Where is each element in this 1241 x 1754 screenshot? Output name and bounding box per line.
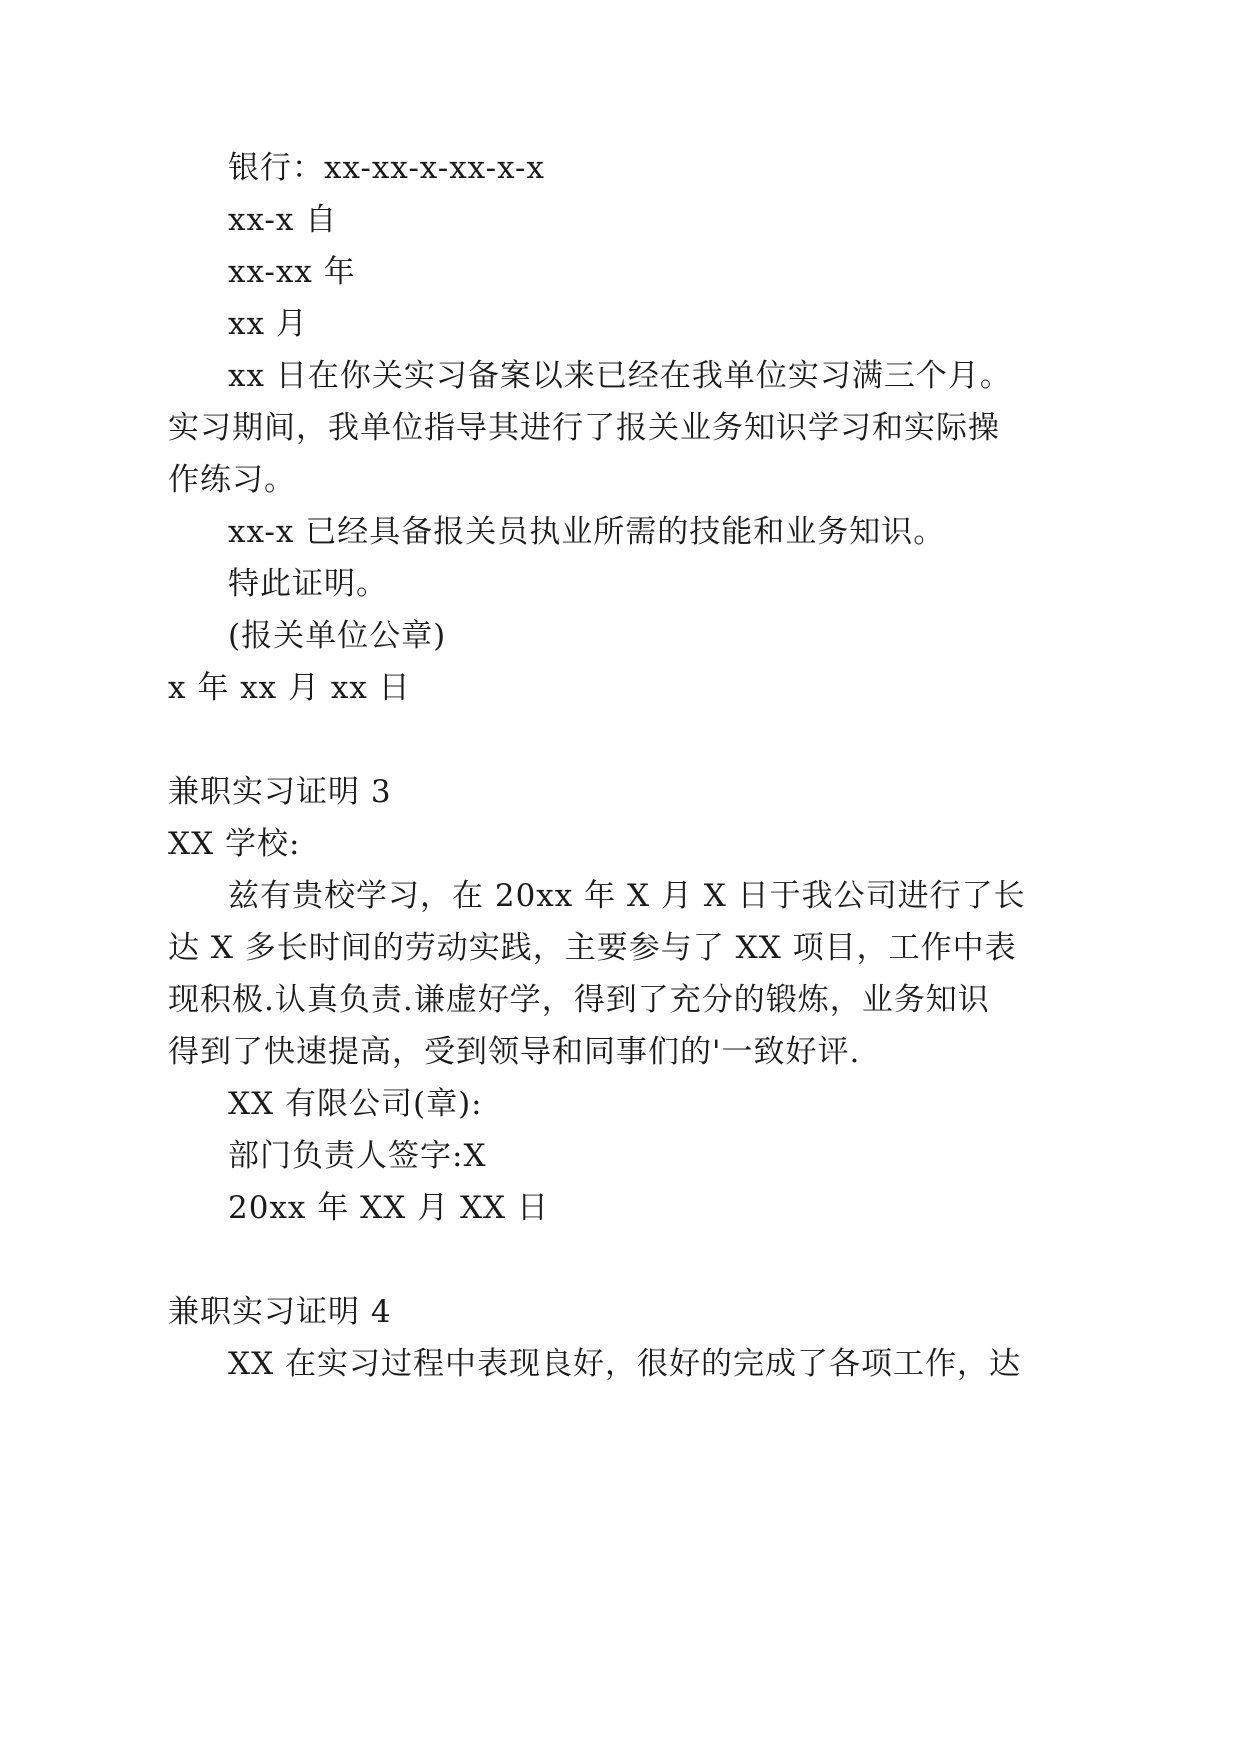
body-paragraph-line: 现积极.认真负责.谦虚好学，得到了充分的锻炼，业务知识 bbox=[168, 982, 990, 1018]
salutation: XX 学校: bbox=[168, 826, 301, 862]
bank-account-line: 银行：xx-xx-x-xx-x-x bbox=[228, 150, 545, 186]
date-part-2: xx-xx 年 bbox=[228, 254, 356, 290]
company-seal-label: XX 有限公司(章): bbox=[228, 1086, 483, 1122]
date-part-3: xx 月 bbox=[228, 306, 308, 342]
body-paragraph-line: 实习期间，我单位指导其进行了报关业务知识学习和实际操 bbox=[168, 410, 1000, 446]
closing-statement: 特此证明。 bbox=[228, 566, 388, 602]
signature-label: 部门负责人签字:X bbox=[228, 1138, 487, 1174]
document-date: x 年 xx 月 xx 日 bbox=[168, 670, 411, 706]
body-paragraph-line: XX 在实习过程中表现良好，很好的完成了各项工作，达 bbox=[228, 1346, 1021, 1382]
body-paragraph-line: 得到了快速提高，受到领导和同事们的'一致好评. bbox=[168, 1034, 861, 1070]
body-paragraph-line: 作练习。 bbox=[168, 462, 296, 498]
date-part-1: xx-x 自 bbox=[228, 202, 338, 238]
document-date: 20xx 年 XX 月 XX 日 bbox=[228, 1190, 549, 1226]
skills-statement: xx-x 已经具备报关员执业所需的技能和业务知识。 bbox=[228, 514, 946, 550]
section-title: 兼职实习证明 3 bbox=[168, 774, 392, 810]
body-paragraph-line: 达 X 多长时间的劳动实践，主要参与了 XX 项目，工作中表 bbox=[168, 930, 1017, 966]
body-paragraph-line: xx 日在你关实习备案以来已经在我单位实习满三个月。 bbox=[228, 358, 1012, 394]
body-paragraph-line: 兹有贵校学习，在 20xx 年 X 月 X 日于我公司进行了长 bbox=[228, 878, 1026, 914]
section-title: 兼职实习证明 4 bbox=[168, 1294, 392, 1330]
seal-label: (报关单位公章) bbox=[228, 618, 447, 654]
